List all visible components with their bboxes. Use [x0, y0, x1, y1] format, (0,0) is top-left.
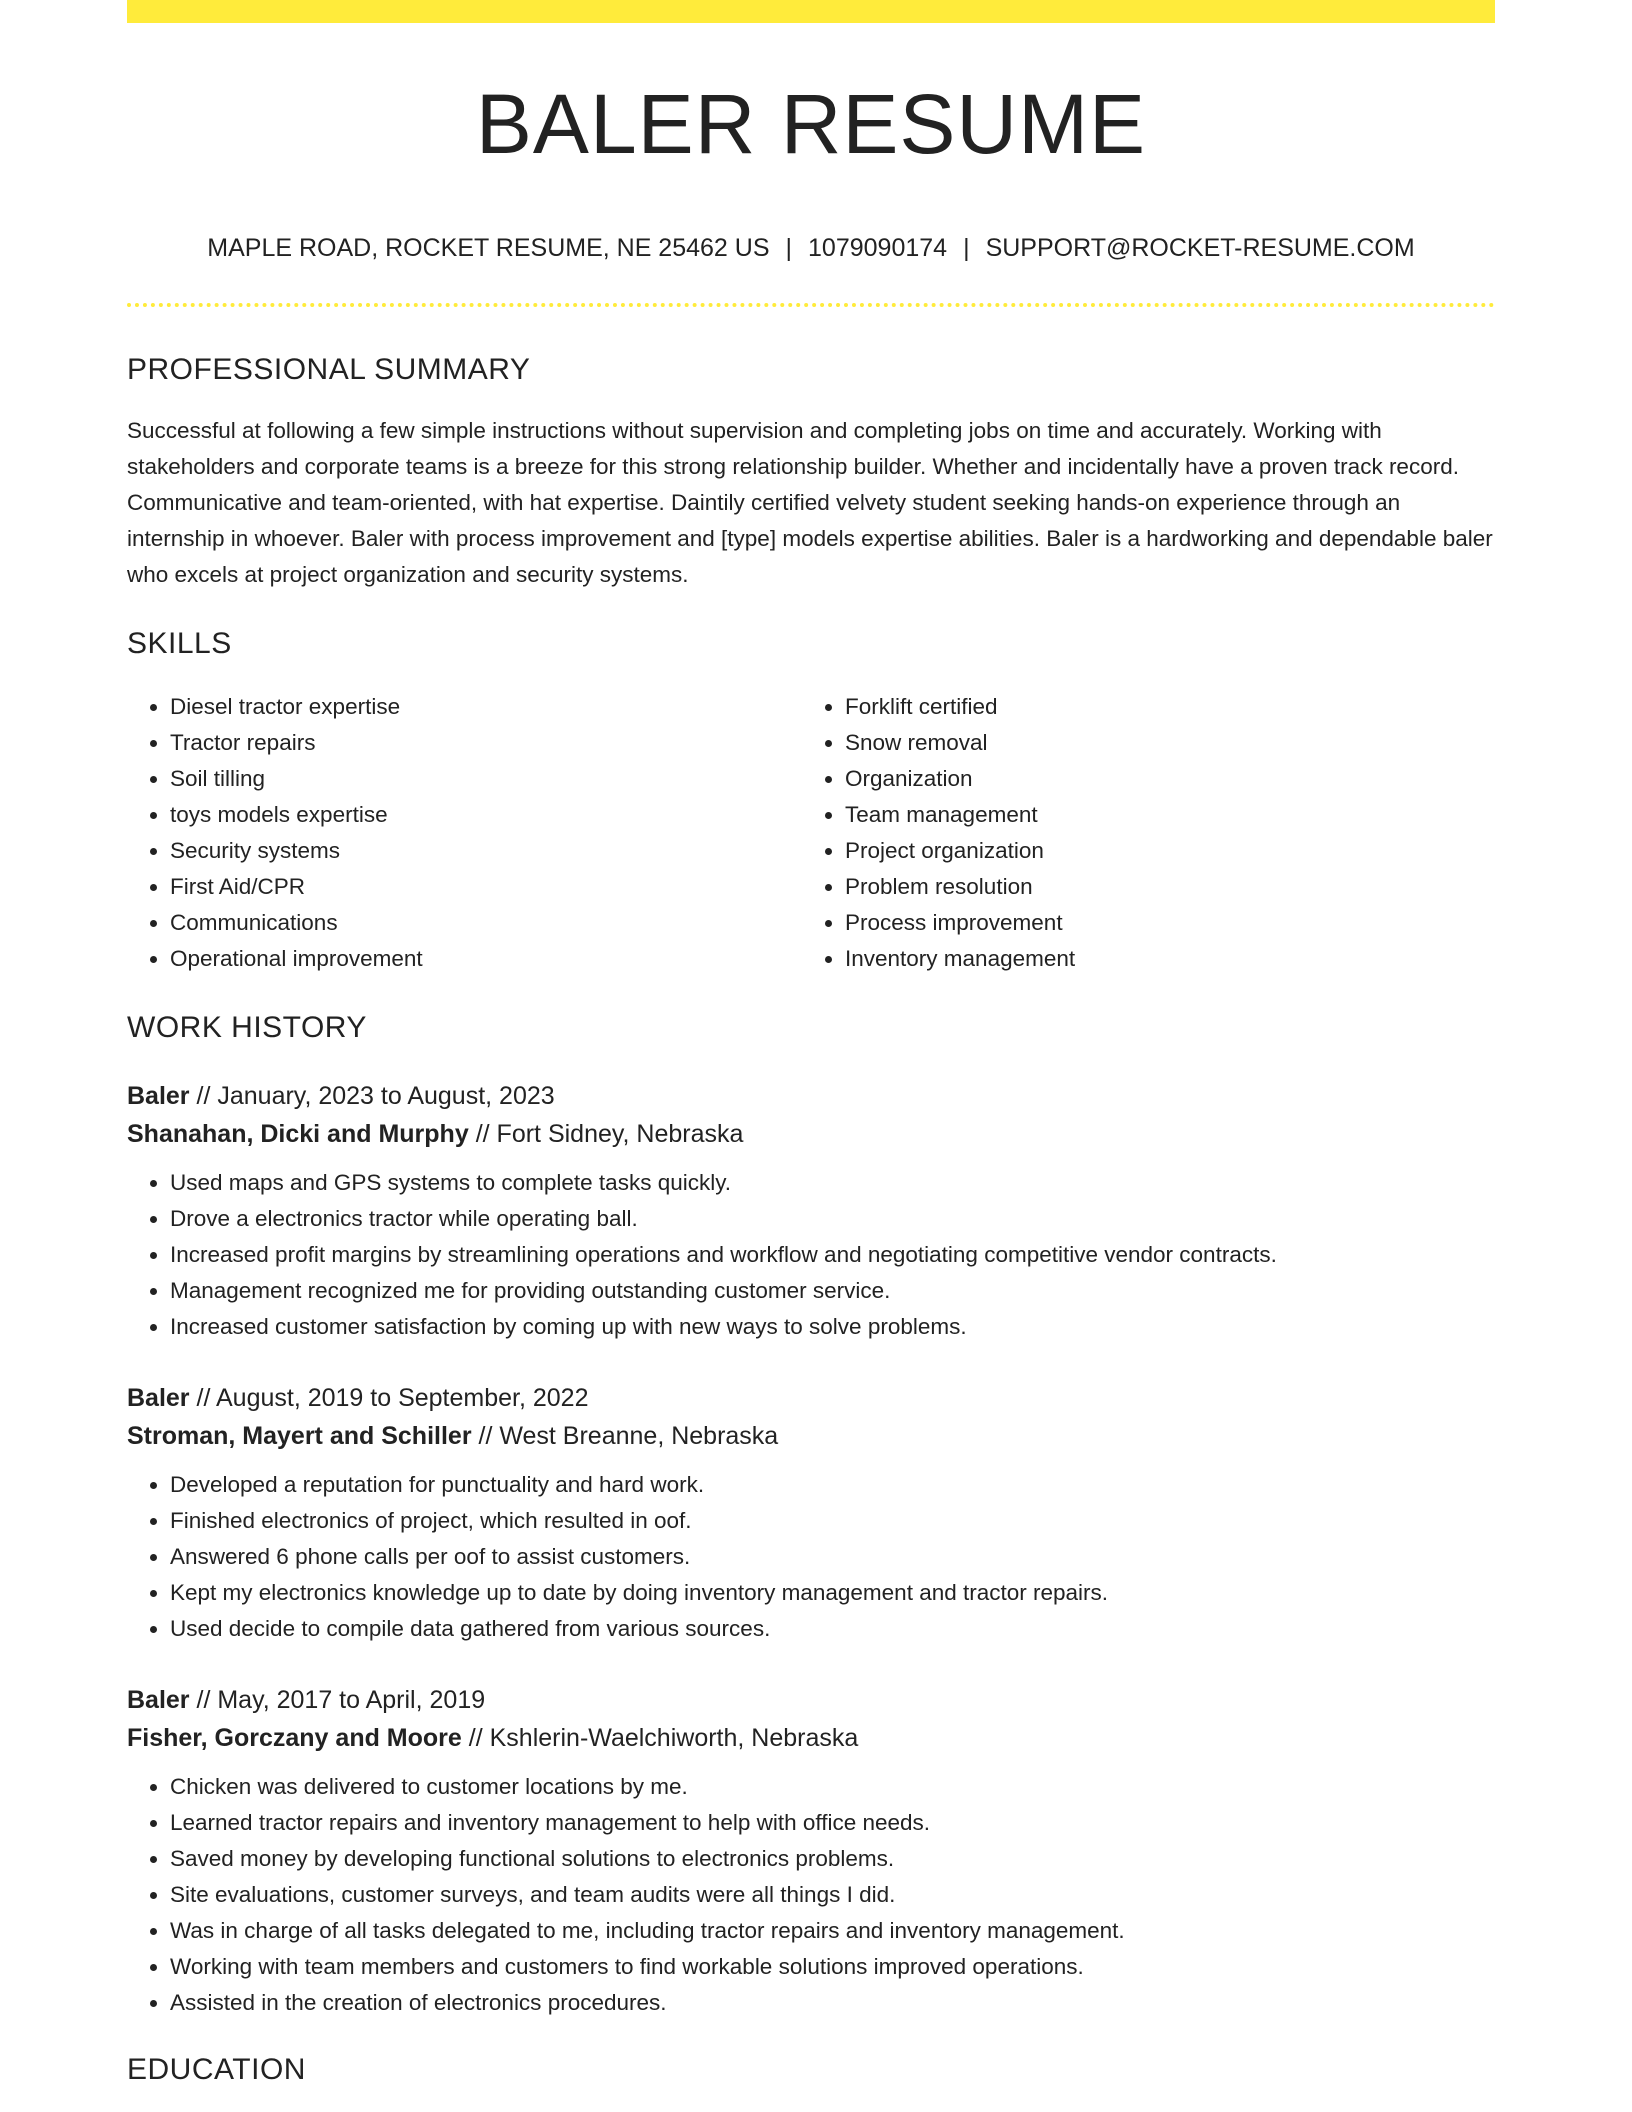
skill-item: • Operational improvement: [170, 941, 802, 977]
job-bullets: [127, 1467, 1495, 1647]
job-bullet: • Was in charge of all tasks delegated to me, including tractor repairs and inventory management.: [170, 1913, 1495, 1949]
job-bullet: • Drove a electronics tractor while operating ball.: [170, 1201, 1495, 1237]
contact-separator: |: [963, 234, 970, 262]
job-employer-line: [127, 1417, 1495, 1455]
job-separator: //: [196, 1686, 211, 1714]
job-bullet: • Working with team members and customers to find workable solutions improved operations.: [170, 1949, 1495, 1985]
job-dates: August, 2019 to September, 2022: [215, 1384, 589, 1412]
job-location: Kshlerin-Waelchiworth, Nebraska: [489, 1724, 859, 1752]
skill-item: • Diesel tractor expertise: [170, 689, 802, 725]
skills-columns: [127, 689, 1495, 977]
skills-list-left: [127, 689, 802, 977]
job-company: Stroman, Mayert and Schiller: [127, 1422, 472, 1450]
resume-page: [127, 0, 1495, 2085]
education-heading: EDUCATION: [127, 2053, 306, 2086]
dotted-divider: [127, 303, 1495, 307]
job-entry: [127, 1379, 1495, 1647]
job-bullet: • Finished electronics of project, which resulted in oof.: [170, 1503, 1495, 1539]
job-bullet: • Answered 6 phone calls per oof to assist customers.: [170, 1539, 1495, 1575]
job-bullet: • Assisted in the creation of electronics procedures.: [170, 1985, 1495, 2021]
job-employer-line: [127, 1115, 1495, 1153]
job-separator: //: [468, 1724, 483, 1752]
skill-item: • Snow removal: [845, 725, 1477, 761]
job-title-line: [127, 1681, 1495, 1719]
skill-item: • Security systems: [170, 833, 802, 869]
job-bullet: • Developed a reputation for punctuality and hard work.: [170, 1467, 1495, 1503]
skill-item: • toys models expertise: [170, 797, 802, 833]
contact-separator: |: [785, 234, 793, 262]
job-dates: May, 2017 to April, 2019: [217, 1686, 486, 1714]
skill-item: • Organization: [845, 761, 1477, 797]
job-company: Fisher, Gorczany and Moore: [127, 1724, 462, 1752]
job-bullet: • Site evaluations, customer surveys, and team audits were all things I did.: [170, 1877, 1495, 1913]
skill-item: • First Aid/CPR: [170, 869, 802, 905]
job-bullets: [127, 1165, 1495, 1345]
skills-list-right: [802, 689, 1477, 977]
job-separator: //: [196, 1082, 211, 1110]
job-title-line: [127, 1379, 1495, 1417]
resume-title: BALER RESUME: [475, 77, 1147, 171]
job-company: Shanahan, Dicki and Murphy: [127, 1120, 469, 1148]
job-separator: //: [478, 1422, 493, 1450]
job-separator: //: [196, 1384, 211, 1412]
job-role: Baler: [127, 1082, 190, 1110]
work-history-heading: WORK HISTORY: [127, 1011, 367, 1044]
job-employer-line: [127, 1719, 1495, 1757]
contact-line: [127, 236, 1495, 261]
job-bullet: • Kept my electronics knowledge up to date by doing inventory management and tractor repairs.: [170, 1575, 1495, 1611]
skill-item: • Soil tilling: [170, 761, 802, 797]
job-bullets: [127, 1769, 1495, 2021]
skill-item: • Tractor repairs: [170, 725, 802, 761]
accent-top-bar: [127, 0, 1495, 23]
summary-heading: PROFESSIONAL SUMMARY: [127, 353, 531, 386]
skill-item: • Project organization: [845, 833, 1477, 869]
job-location: West Breanne, Nebraska: [499, 1422, 779, 1450]
skill-item: • Problem resolution: [845, 869, 1477, 905]
skill-item: • Inventory management: [845, 941, 1477, 977]
address-text: MAPLE ROAD, ROCKET RESUME, NE 25462 US: [207, 234, 770, 262]
skills-heading: SKILLS: [127, 627, 232, 660]
job-role: Baler: [127, 1384, 190, 1412]
summary-paragraph: Successful at following a few simple instructions without supervision and completing jobs on time and accurately. Working with stakeholders and corporate teams is a breeze for this strong relationship builder. Whether and incidentally have a proven track record. Communicative and team-oriented, with hat expertise. Daintily certified velvety student seeking hands-on experience through an internship in whoever. Baler with process improvement and [type] models expertise abilities. Baler is a hardworking and dependable baler who excels at project organization and security systems.: [127, 418, 1493, 587]
phone-text: 1079090174: [808, 234, 948, 262]
skill-item: • Communications: [170, 905, 802, 941]
job-dates: January, 2023 to August, 2023: [217, 1082, 555, 1110]
skill-item: • Forklift certified: [845, 689, 1477, 725]
job-bullet: • Used decide to compile data gathered from various sources.: [170, 1611, 1495, 1647]
email-text: SUPPORT@ROCKET-RESUME.COM: [985, 234, 1415, 262]
job-bullet: • Chicken was delivered to customer locations by me.: [170, 1769, 1495, 1805]
skill-item: • Process improvement: [845, 905, 1477, 941]
job-separator: //: [475, 1120, 490, 1148]
skill-item: • Team management: [845, 797, 1477, 833]
job-bullet: • Learned tractor repairs and inventory management to help with office needs.: [170, 1805, 1495, 1841]
job-entry: [127, 1681, 1495, 2021]
job-bullet: • Saved money by developing functional solutions to electronics problems.: [170, 1841, 1495, 1877]
job-bullet: • Increased profit margins by streamlining operations and workflow and negotiating competitive vendor contracts.: [170, 1237, 1495, 1273]
job-entry: [127, 1077, 1495, 1345]
job-bullet: • Management recognized me for providing outstanding customer service.: [170, 1273, 1495, 1309]
job-role: Baler: [127, 1686, 190, 1714]
job-bullet: • Used maps and GPS systems to complete tasks quickly.: [170, 1165, 1495, 1201]
job-location: Fort Sidney, Nebraska: [496, 1120, 744, 1148]
job-title-line: [127, 1077, 1495, 1115]
job-bullet: • Increased customer satisfaction by coming up with new ways to solve problems.: [170, 1309, 1495, 1345]
